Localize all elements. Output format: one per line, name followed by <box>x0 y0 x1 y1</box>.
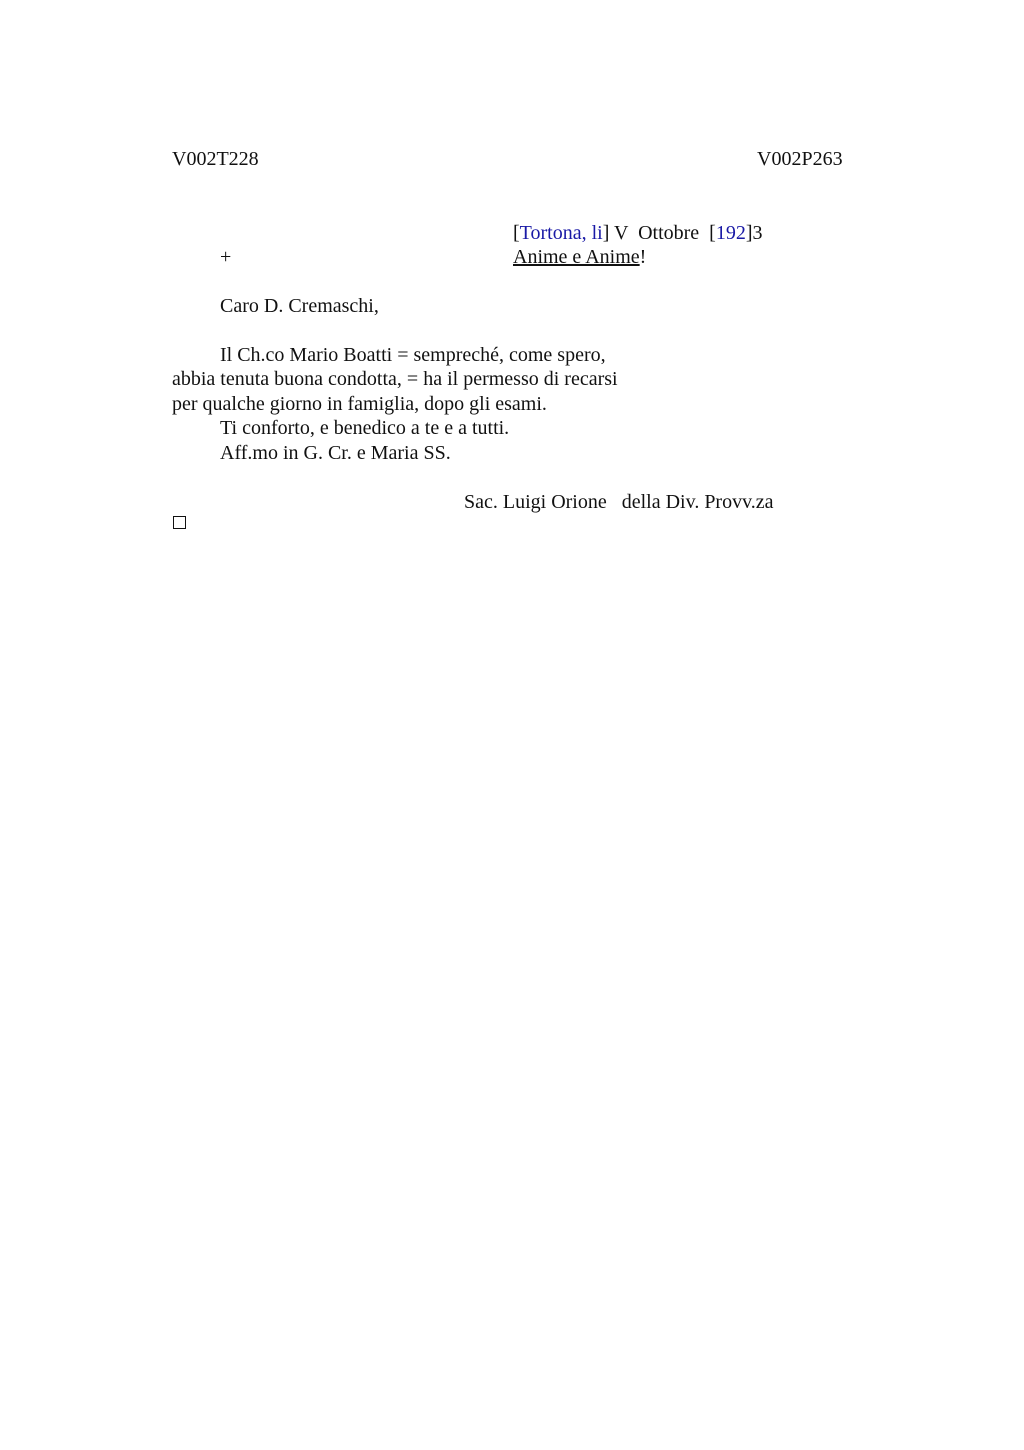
dateline <box>513 221 763 245</box>
motto-text: Anime e Anime <box>513 246 640 268</box>
motto <box>513 245 646 269</box>
letter-line: Il Ch.co Mario Boatti = sempreché, come spero, <box>220 344 606 366</box>
letter-line: Aff.mo in G. Cr. e Maria SS. <box>220 442 451 464</box>
dateline-place: Tortona, li <box>519 222 603 244</box>
square-outline-icon <box>173 516 186 529</box>
letter-line: abbia tenuta buona condotta, = ha il permesso di recarsi <box>172 368 618 390</box>
letter-line: per qualche giorno in famiglia, dopo gli esami. <box>172 393 547 415</box>
document-code-left: V002T228 <box>172 148 259 170</box>
letter-line: Ti conforto, e benedico a te e a tutti. <box>220 417 510 439</box>
document-code-right: V002P263 <box>757 148 843 170</box>
dateline-close: ]3 <box>745 222 763 244</box>
dateline-open: [ <box>513 222 520 244</box>
dateline-decade: 192 <box>715 222 746 244</box>
motto-punct: ! <box>639 246 647 268</box>
cross-symbol: + <box>220 246 232 268</box>
salutation: Caro D. Cremaschi, <box>220 295 379 317</box>
dateline-mid: ] V Ottobre [ <box>602 222 716 244</box>
signature: Sac. Luigi Orione della Div. Provv.za <box>464 491 774 513</box>
